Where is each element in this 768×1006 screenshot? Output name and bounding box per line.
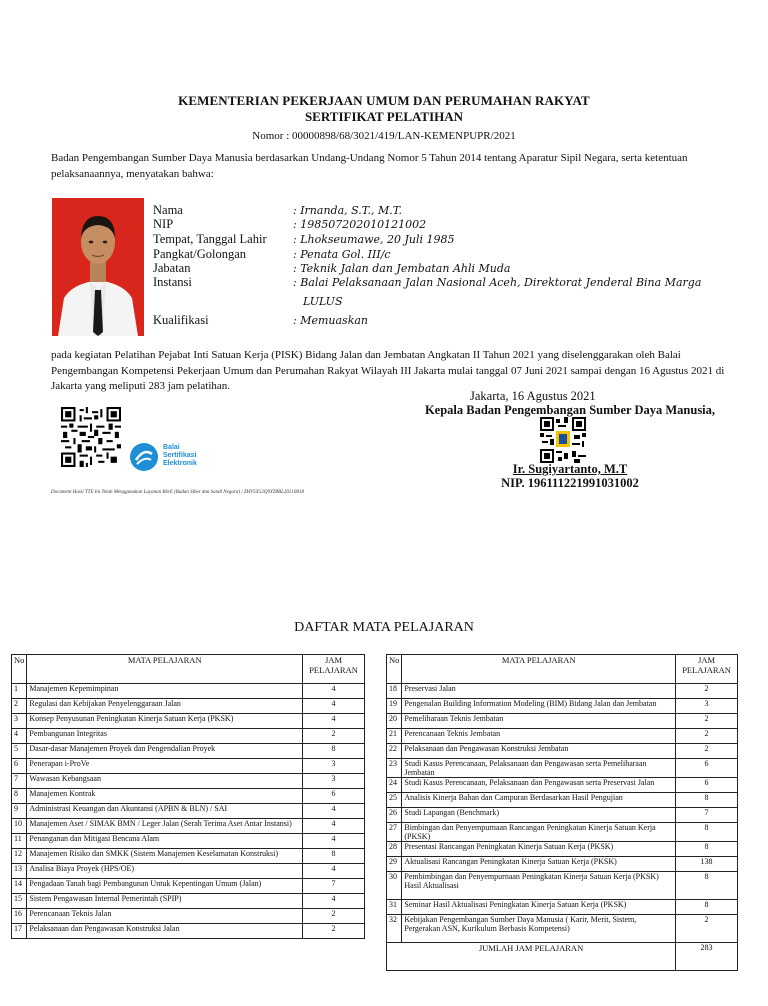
table-row (12, 849, 365, 864)
pangkat-label: Pangkat/Golongan (153, 247, 247, 261)
total-label: JUMLAH JAM PELAJARAN (478, 943, 584, 953)
cell-no: 18 (387, 684, 402, 699)
cell-mata: Penanganan dan Mitigasi Bencana Alam (27, 834, 303, 849)
cell-mata: Presentasi Rancangan Peningkatan Kinerja Satuan Kerja (PKSK) (402, 842, 676, 857)
cell-no: 14 (12, 879, 27, 894)
table-row (387, 872, 738, 900)
table-row (387, 793, 738, 808)
table-row (387, 823, 738, 842)
course-list-title: DAFTAR MATA PELAJARAN (294, 620, 474, 635)
cell-mata: Preservasi Jalan (402, 684, 676, 699)
table-row (12, 894, 365, 909)
header-mata-pelajaran (27, 655, 303, 684)
cell-mata: Administrasi Keuangan dan Akuntansi (APBN & BLN) / SAI (27, 804, 303, 819)
total-value: 283 (700, 943, 713, 952)
cell-mata: Analisa Biaya Proyek (HPS/OE) (27, 864, 303, 879)
cell-mata: Manajemen Aset / SIMAK BMN / Leger Jalan (Serah Terima Aset Antar Instansi) (27, 819, 303, 834)
header-jam (676, 655, 738, 684)
table-row (387, 808, 738, 823)
ttl-label: Tempat, Tanggal Lahir (153, 232, 267, 246)
cell-no: 26 (387, 808, 402, 823)
cell-mata: Pengadaan Tanah bagi Pembangunan Untuk Kepentingan Umum (Jalan) (27, 879, 303, 894)
table-row (387, 744, 738, 759)
cell-jam: 2 (303, 729, 365, 744)
cell-mata: Studi Lapangan (Benchmark) (402, 808, 676, 823)
course-table-right (386, 654, 738, 971)
table-row (387, 729, 738, 744)
cell-no: 9 (12, 804, 27, 819)
table-row (387, 714, 738, 729)
nip-value: : 198507202010121002 (293, 218, 427, 231)
cell-jam: 8 (303, 849, 365, 864)
cell-jam: 2 (303, 909, 365, 924)
cell-no: 25 (387, 793, 402, 808)
qr-code (61, 407, 121, 467)
cell-jam: 2 (676, 915, 738, 943)
table-row (387, 778, 738, 793)
cell-no: 15 (12, 894, 27, 909)
bsre-line-3: Elektronik (163, 460, 197, 467)
cell-mata: Pelaksanaan dan Pengawasan Konstruksi Jalan (27, 924, 303, 939)
cell-mata: Sistem Pengawasan Internal Pemerintah (SPIP) (27, 894, 303, 909)
total-value-cell (676, 943, 738, 971)
cell-mata: Pelaksanaan dan Pengawasan Konstruksi Jembatan (402, 744, 676, 759)
cell-jam: 138 (676, 857, 738, 872)
cell-jam: 3 (303, 774, 365, 789)
cell-jam: 3 (303, 759, 365, 774)
signer-name: Ir. Sugiyartanto, M.T (512, 462, 628, 476)
header-no-text: No (14, 655, 25, 665)
cell-mata: Perencanaan Teknis Jembatan (402, 729, 676, 744)
table-row (12, 789, 365, 804)
cell-mata: Manajemen Risiko dan SMKK (Sistem Manajemen Keselamatan Konstruksi) (27, 849, 303, 864)
pangkat-value: : Penata Gol. III/c (293, 248, 391, 261)
cell-no: 31 (387, 900, 402, 915)
table-row (12, 729, 365, 744)
total-label-cell (387, 943, 676, 971)
cell-no: 10 (12, 819, 27, 834)
cell-mata: Pemeliharaan Teknis Jembatan (402, 714, 676, 729)
cell-mata: Analisis Kinerja Bahan dan Campuran Berdasarkan Hasil Pengujian (402, 793, 676, 808)
cell-jam: 7 (303, 879, 365, 894)
header-jam (303, 655, 365, 684)
cell-no: 3 (12, 714, 27, 729)
cell-no: 16 (12, 909, 27, 924)
nama-value: : Irnanda, S.T., M.T. (293, 204, 402, 217)
jabatan-label: Jabatan (153, 261, 191, 275)
cell-jam: 4 (303, 894, 365, 909)
cell-jam: 4 (303, 804, 365, 819)
header-jam-text: JAM (698, 655, 716, 665)
table-row (12, 819, 365, 834)
status-value: LULUS (303, 295, 343, 308)
header-no (12, 655, 27, 684)
participant-photo (52, 198, 144, 336)
cell-mata: Manajemen Kontrak (27, 789, 303, 804)
cell-jam: 7 (676, 808, 738, 823)
table-row (12, 924, 365, 939)
cell-jam: 2 (676, 714, 738, 729)
cell-no: 8 (12, 789, 27, 804)
table-row (387, 699, 738, 714)
cell-jam: 2 (676, 744, 738, 759)
table-row (12, 834, 365, 849)
table-row (12, 879, 365, 894)
cell-no: 4 (12, 729, 27, 744)
header-pelajaran-text: PELAJARAN (682, 665, 731, 675)
cell-no: 6 (12, 759, 27, 774)
cell-no: 30 (387, 872, 402, 900)
cell-jam: 8 (676, 900, 738, 915)
cell-mata: Pembimbingan dan Penyempurnaan Peningkatan Kinerja Satuan Kerja (PKSK) Hasil Aktualisasi (402, 872, 676, 900)
kualifikasi-label: Kualifikasi (153, 313, 209, 327)
jabatan-value: : Teknik Jalan dan Jembatan Ahli Muda (293, 262, 511, 275)
table-row (12, 699, 365, 714)
table-row (12, 714, 365, 729)
cell-jam: 4 (303, 699, 365, 714)
bsre-line-2: Sertifikasi (163, 452, 197, 459)
cell-mata: Kebijakan Pengembangan Sumber Daya Manusia ( Karir, Merit, Sistem, Pergerakan ASN, Kurikulum Berbasis Kompetensi) (402, 915, 676, 943)
kualifikasi-value: : Memuaskan (293, 314, 369, 327)
cell-jam: 2 (303, 924, 365, 939)
instansi-label: Instansi (153, 275, 192, 289)
header-mata-text: MATA PELAJARAN (501, 655, 576, 665)
cell-mata: Studi Kasus Perencanaan, Pelaksanaan dan Pengawasan serta Preservasi Jalan (402, 778, 676, 793)
table-row (12, 909, 365, 924)
cell-mata: Aktualisasi Rancangan Peningkatan Kinerja Satuan Kerja (PKSK) (402, 857, 676, 872)
table-row (12, 759, 365, 774)
cell-no: 5 (12, 744, 27, 759)
cell-no: 2 (12, 699, 27, 714)
cell-jam: 4 (303, 834, 365, 849)
table-row (12, 864, 365, 879)
table-row (12, 774, 365, 789)
cell-no: 22 (387, 744, 402, 759)
cell-no: 20 (387, 714, 402, 729)
cell-no: 12 (12, 849, 27, 864)
place-date: Jakarta, 16 Agustus 2021 (470, 389, 596, 403)
table-row (387, 759, 738, 778)
cell-jam: 6 (676, 778, 738, 793)
bsre-text (163, 444, 197, 468)
training-description: pada kegiatan Pelatihan Pejabat Inti Satuan Kerja (PISK) Bidang Jalan dan Jembatan Angkatan II Tahun 2021 yang diselenggarakan oleh Balai Pengembangan Kompetensi Pekerjaan Umum dan Perumahan Rakyat Wilayah III Jakarta mulai tanggal 07 Juni 2021 sampai dengan 16 Agustus 2021 di Jakarta yang meliputi 283 jam pelatihan. (51, 349, 725, 392)
cell-no: 13 (12, 864, 27, 879)
cell-jam: 4 (303, 714, 365, 729)
table-row (387, 857, 738, 872)
cell-mata: Studi Kasus Perencanaan, Pelaksanaan dan Pengawasan serta Pemeliharaan Jembatan (402, 759, 676, 778)
cell-jam: 6 (676, 759, 738, 778)
cell-no: 24 (387, 778, 402, 793)
cell-no: 21 (387, 729, 402, 744)
intro-paragraph: Badan Pengembangan Sumber Daya Manusia berdasarkan Undang-Undang Nomor 5 Tahun 2014 tentang Aparatur Sipil Negara, serta ketentuan pelaksanaannya, menyatakan bahwa: (51, 152, 688, 180)
ttl-value: : Lhokseumawe, 20 Juli 1985 (293, 233, 455, 246)
bsre-logo-icon (129, 442, 159, 472)
header-pelajaran-text: PELAJARAN (309, 665, 358, 675)
cell-no: 32 (387, 915, 402, 943)
cell-mata: Penerapan i-ProVe (27, 759, 303, 774)
table-row (12, 804, 365, 819)
instansi-value: : Balai Pelaksanaan Jalan Nasional Aceh, Direktorat Jenderal Bina Marga (293, 276, 702, 289)
cell-jam: 2 (676, 684, 738, 699)
cell-jam: 3 (676, 699, 738, 714)
cell-mata: Bimbingan dan Penyempurnaan Rancangan Peningkatan Kinerja Satuan Kerja (PKSK) (402, 823, 676, 842)
cell-jam: 8 (676, 872, 738, 900)
nama-label: Nama (153, 203, 183, 217)
cell-jam: 8 (676, 842, 738, 857)
table-row (387, 900, 738, 915)
bsre-line-1: Balai (163, 444, 180, 451)
signature-qr-code (540, 417, 586, 463)
header-mata-text: MATA PELAJARAN (127, 655, 202, 665)
nip-label: NIP (153, 217, 174, 231)
header-jam-text: JAM (325, 655, 343, 665)
cell-no: 27 (387, 823, 402, 842)
cell-jam: 6 (303, 789, 365, 804)
cell-no: 23 (387, 759, 402, 778)
table-row (387, 915, 738, 943)
cell-no: 29 (387, 857, 402, 872)
cell-no: 1 (12, 684, 27, 699)
cell-mata: Konsep Penyusunan Peningkatan Kinerja Satuan Kerja (PKSK) (27, 714, 303, 729)
signer-title: Kepala Badan Pengembangan Sumber Daya Manusia, (424, 403, 716, 417)
cell-no: 7 (12, 774, 27, 789)
cell-no: 11 (12, 834, 27, 849)
table-row (12, 744, 365, 759)
signer-nip: NIP. 196111221991031002 (501, 476, 639, 490)
certificate-title: SERTIFIKAT PELATIHAN (304, 109, 464, 124)
ministry-title: KEMENTERIAN PEKERJAAN UMUM DAN PERUMAHAN RAKYAT (178, 93, 590, 108)
cell-jam: 4 (303, 819, 365, 834)
cell-jam: 8 (303, 744, 365, 759)
cell-no: 19 (387, 699, 402, 714)
cell-no: 28 (387, 842, 402, 857)
cell-mata: Dasar-dasar Manajemen Proyek dan Pengendalian Proyek (27, 744, 303, 759)
table-row (387, 842, 738, 857)
cell-mata: Wawasan Kebangsaan (27, 774, 303, 789)
cell-mata: Pembangunan Integritas (27, 729, 303, 744)
header-no-text: No (389, 655, 400, 665)
cell-mata: Regulasi dan Kebijakan Penyelenggaraan Jalan (27, 699, 303, 714)
tte-footnote: Document Hasil TTE Ini Telah Menggunakan Layanan BSrE (Badan Siber dan Sandi Negara) / ZHV5X52Q9YZ8BL20210818 (51, 490, 304, 495)
certificate-number: Nomor : 00000898/68/3021/419/LAN-KEMENPUPR/2021 (252, 130, 516, 142)
cell-mata: Seminar Hasil Aktualisasi Peningkatan Kinerja Satuan Kerja (PKSK) (402, 900, 676, 915)
cell-jam: 4 (303, 684, 365, 699)
header-no (387, 655, 402, 684)
table-row (387, 684, 738, 699)
cell-mata: Pengenalan Building Information Modeling (BIM) Bidang Jalan dan Jembatan (402, 699, 676, 714)
cell-jam: 8 (676, 793, 738, 808)
cell-no: 17 (12, 924, 27, 939)
table-row (12, 684, 365, 699)
cell-mata: Perencanaan Teknis Jalan (27, 909, 303, 924)
course-table-left (11, 654, 365, 939)
cell-jam: 8 (676, 823, 738, 842)
cell-jam: 2 (676, 729, 738, 744)
cell-jam: 4 (303, 864, 365, 879)
header-mata-pelajaran (402, 655, 676, 684)
cell-mata: Manajemen Kepemimpinan (27, 684, 303, 699)
